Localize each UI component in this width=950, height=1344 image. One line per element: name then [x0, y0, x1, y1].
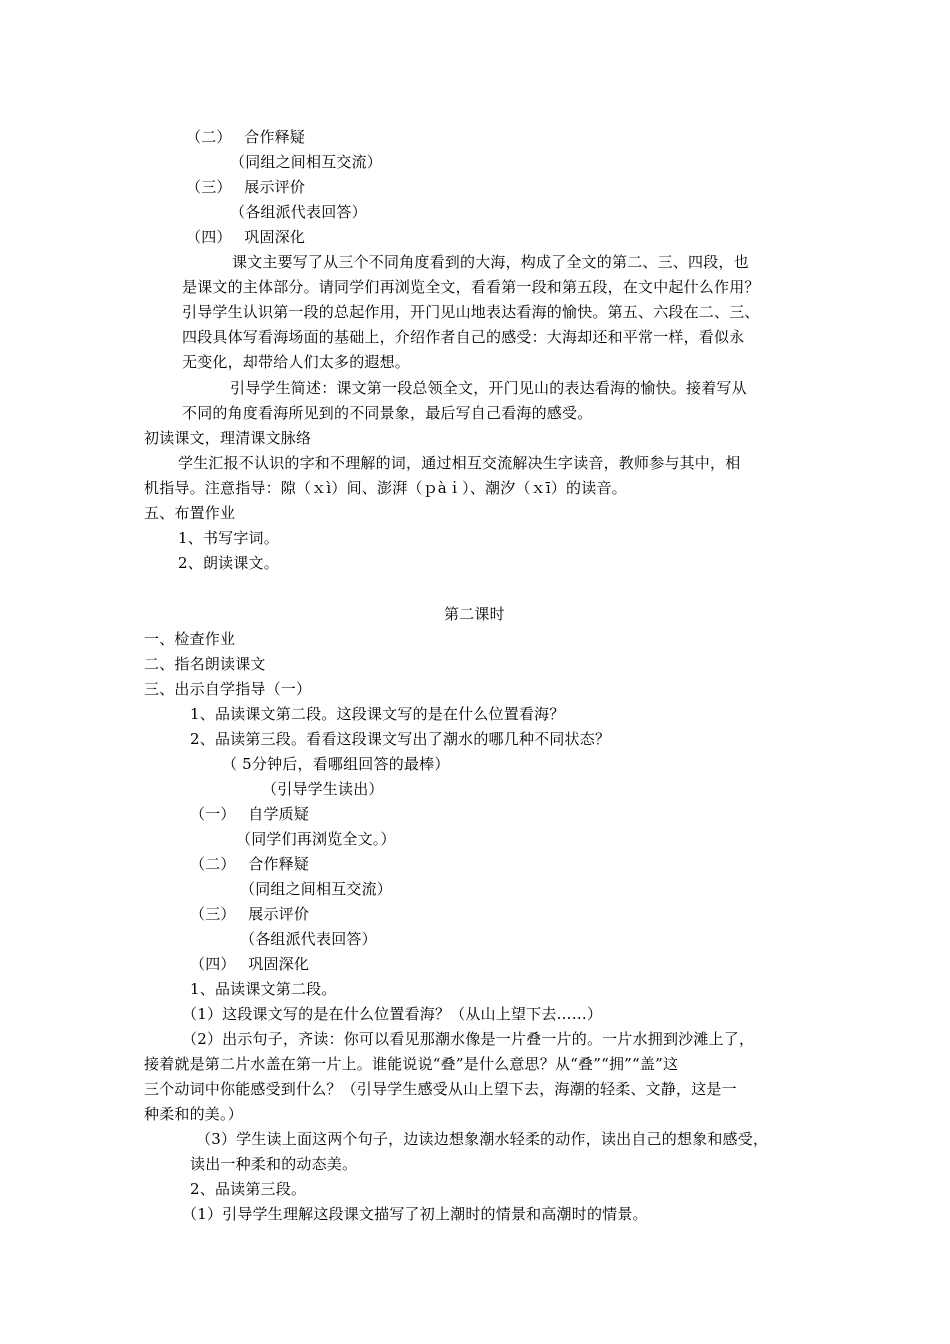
- page-title: 第二课时: [444, 605, 505, 623]
- heading-evaluation: （三） 展示评价: [190, 905, 310, 923]
- note-line: （同学们再浏览全文。）: [236, 830, 396, 848]
- list-item: 2、朗读课文。: [178, 554, 279, 572]
- heading-consolidation: （四） 巩固深化: [190, 955, 310, 973]
- list-item: 1、品读课文第二段。这段课文写的是在什么位置看海？: [190, 705, 565, 723]
- heading-cooperation: （二） 合作释疑: [190, 855, 310, 873]
- paragraph-line: 引导学生认识第一段的总起作用，开门见山地表达看海的愉快。第五、六段在二、三、: [182, 303, 760, 321]
- section-heading: 初读课文，理清课文脉络: [144, 429, 312, 447]
- paragraph-line: 是课文的主体部分。请同学们再浏览全文，看看第一段和第五段，在文中起什么作用？: [182, 278, 760, 296]
- paragraph-line: 不同的角度看海所见到的不同景象，最后写自己看海的感受。: [182, 404, 593, 422]
- paragraph-line: 四段具体写看海场面的基础上，介绍作者自己的感受：大海却还和平常一样，看似永: [182, 328, 745, 346]
- list-item: 2、品读第三段。: [190, 1180, 307, 1198]
- paragraph-line: 课文主要写了从三个不同角度看到的大海，构成了全文的第二、三、四段，也: [232, 253, 749, 271]
- section-heading: 二、指名朗读课文: [144, 655, 266, 673]
- list-item: （1）这段课文写的是在什么位置看海？（从山上望下去……）: [182, 1005, 603, 1023]
- note-line: （引导学生读出）: [262, 780, 384, 798]
- paragraph-line: （2）出示句子，齐读：你可以看见那潮水像是一片叠一片的。一片水拥到沙滩上了，: [182, 1030, 755, 1048]
- paragraph-line: 引导学生简述：课文第一段总领全文，开门见山的表达看海的愉快。接着写从: [230, 379, 747, 397]
- paragraph-line: （3）学生读上面这两个句子，边读边想象潮水轻柔的动作，读出自己的想象和感受，: [196, 1130, 769, 1148]
- note-group-exchange: （同组之间相互交流）: [240, 880, 393, 898]
- heading-self-study: （一） 自学质疑: [190, 805, 310, 823]
- paragraph-line: 学生汇报不认识的字和不理解的词，通过相互交流解决生字读音，教师参与其中，相: [178, 454, 741, 472]
- paragraph-line: 机指导。注意指导：隙（ｘì）间、澎湃（ｐàｉ）、潮汐（ｘī）的读音。: [144, 479, 627, 497]
- list-item: 1、品读课文第二段。: [190, 980, 337, 998]
- note-group-exchange: （同组之间相互交流）: [230, 153, 383, 171]
- paragraph-line: 读出一种柔和的动态美。: [190, 1155, 358, 1173]
- section-heading: 一、检查作业: [144, 630, 236, 648]
- heading-cooperation: （二） 合作释疑: [186, 128, 306, 146]
- note-line: （ 5分钟后，看哪组回答的最棒）: [222, 755, 450, 773]
- note-group-answer: （各组派代表回答）: [230, 203, 367, 221]
- section-heading: 五、布置作业: [144, 504, 236, 522]
- heading-consolidation: （四） 巩固深化: [186, 228, 306, 246]
- list-item: （1）引导学生理解这段课文描写了初上潮时的情景和高潮时的情景。: [182, 1205, 648, 1223]
- note-group-answer: （各组派代表回答）: [240, 930, 377, 948]
- paragraph-line: 种柔和的美。）: [144, 1105, 243, 1123]
- paragraph-line: 三个动词中你能感受到什么？（引导学生感受从山上望下去，海潮的轻柔、文静，这是一: [144, 1080, 737, 1098]
- paragraph-line: 无变化，却带给人们太多的遐想。: [182, 353, 411, 371]
- heading-evaluation: （三） 展示评价: [186, 178, 306, 196]
- list-item: 2、品读第三段。看看这段课文写出了潮水的哪几种不同状态？: [190, 730, 611, 748]
- section-heading: 三、出示自学指导（一）: [144, 680, 312, 698]
- list-item: 1、书写字词。: [178, 529, 279, 547]
- paragraph-line: 接着就是第二片水盖在第一片上。谁能说说“叠”是什么意思？从“叠”“拥”“盖”这: [144, 1055, 679, 1073]
